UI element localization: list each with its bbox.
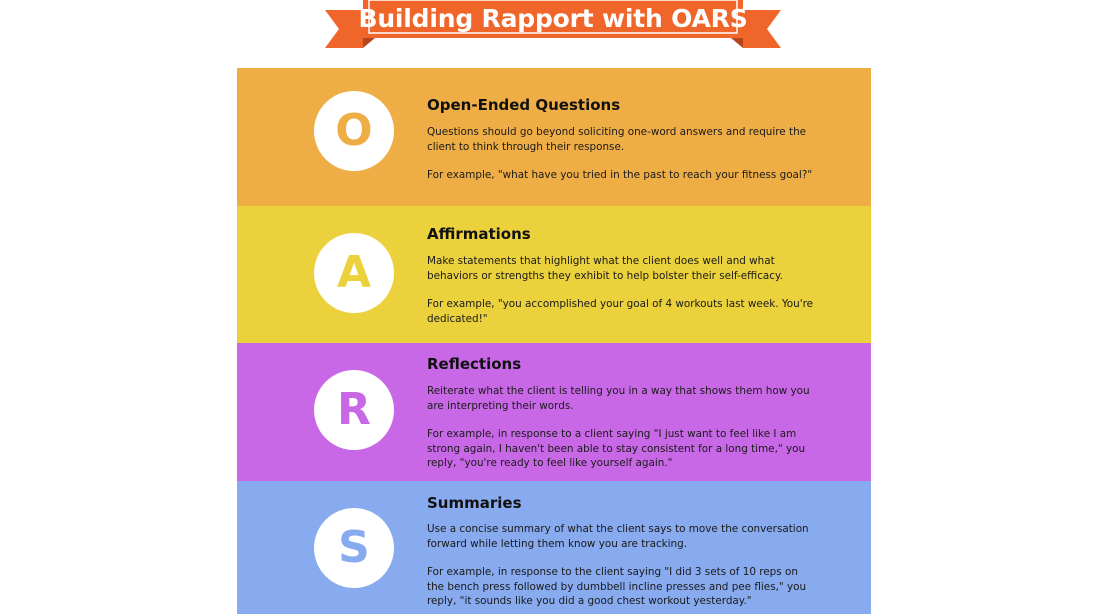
section-example: For example, "what have you tried in the past to reach your fitness goal?" [427, 169, 813, 181]
page-title: Building Rapport with OARS [358, 4, 748, 33]
section-description: Use a concise summary of what the client says to move the conversation forward while letting them know you are tracking. [427, 523, 809, 550]
section-title: Affirmations [427, 225, 531, 243]
letter-badge-o: O [314, 91, 394, 171]
section-description: Reiterate what the client is telling you in a way that shows them how you are interpreting their words. [427, 385, 810, 412]
section-title: Open-Ended Questions [427, 96, 621, 114]
title-banner [325, 0, 781, 50]
section-summaries [237, 481, 871, 614]
section-example: For example, in response to the client saying "I did 3 sets of 10 reps on the bench press followed by dumbbell incline presses and pee flies," you reply, "it sounds like you did a good chest workout yesterday." [427, 566, 807, 607]
section-description: Make statements that highlight what the client does well and what behaviors or strengths they exhibit to help bolster their self-efficacy. [427, 255, 783, 282]
section-title: Summaries [427, 494, 522, 512]
letter-badge-a: A [314, 233, 394, 313]
section-open-ended-questions [237, 68, 871, 206]
oars-panel [237, 68, 871, 614]
section-example: For example, "you accomplished your goal of 4 workouts last week. You're dedicated!" [427, 298, 814, 325]
letter-badge-r: R [314, 370, 394, 450]
section-example: For example, in response to a client saying "I just want to feel like I am strong again, I haven't been able to stay consistent for a long time," you reply, "you're ready to feel like yourself again." [427, 428, 806, 469]
letter-badge-s: S [314, 508, 394, 588]
section-description: Questions should go beyond soliciting one-word answers and require the client to think through their response. [427, 126, 807, 153]
section-affirmations [237, 206, 871, 343]
section-reflections [237, 343, 871, 481]
section-title: Reflections [427, 355, 522, 373]
